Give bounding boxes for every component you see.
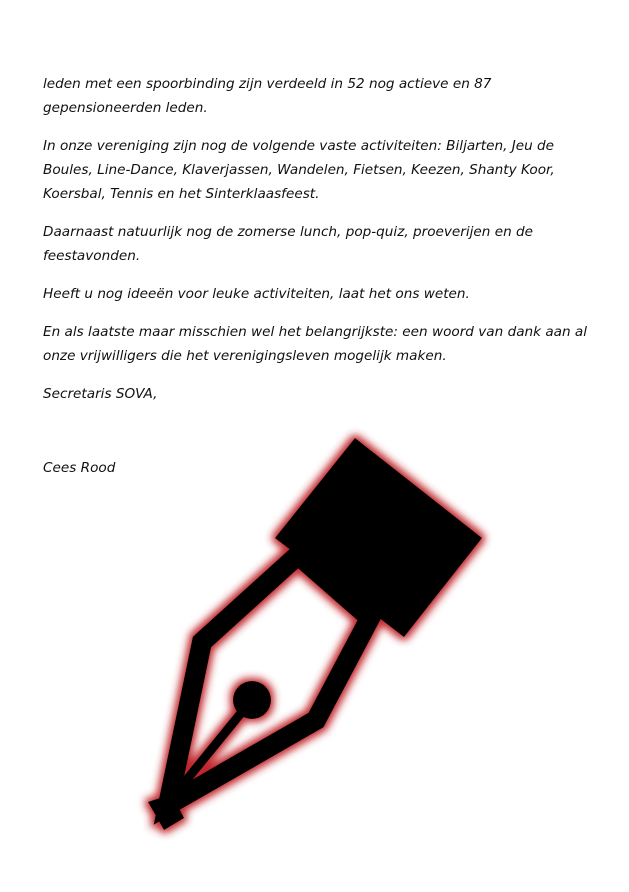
fountain-pen-nib-icon <box>120 420 510 850</box>
paragraph-ideas: Heeft u nog ideeën voor leuke activiteiten, laat het ons weten. <box>43 286 470 302</box>
paragraph-activities: In onze vereniging zijn nog de volgende vaste activiteiten: Biljarten, Jeu de Boules, Line-Dance, Klaverjassen, Wandelen, Fietsen, Keezen, Shanty Koor, Koersbal, Tennis en het Sinterklaasfeest. <box>43 138 555 202</box>
paragraph-events: Daarnaast natuurlijk nog de zomerse lunch, pop-quiz, proeverijen en de feestavonden. <box>43 224 534 264</box>
closing-line: Secretaris SOVA, <box>43 386 158 402</box>
signature-name: Cees Rood <box>43 460 116 476</box>
paragraph-members: leden met een spoorbinding zijn verdeeld in 52 nog actieve en 87 gepensioneerden leden. <box>43 76 492 116</box>
paragraph-thanks: En als laatste maar misschien wel het belangrijkste: een woord van dank aan al onze vrijwilligers die het verenigingsleven mogelijk maken. <box>43 324 588 364</box>
